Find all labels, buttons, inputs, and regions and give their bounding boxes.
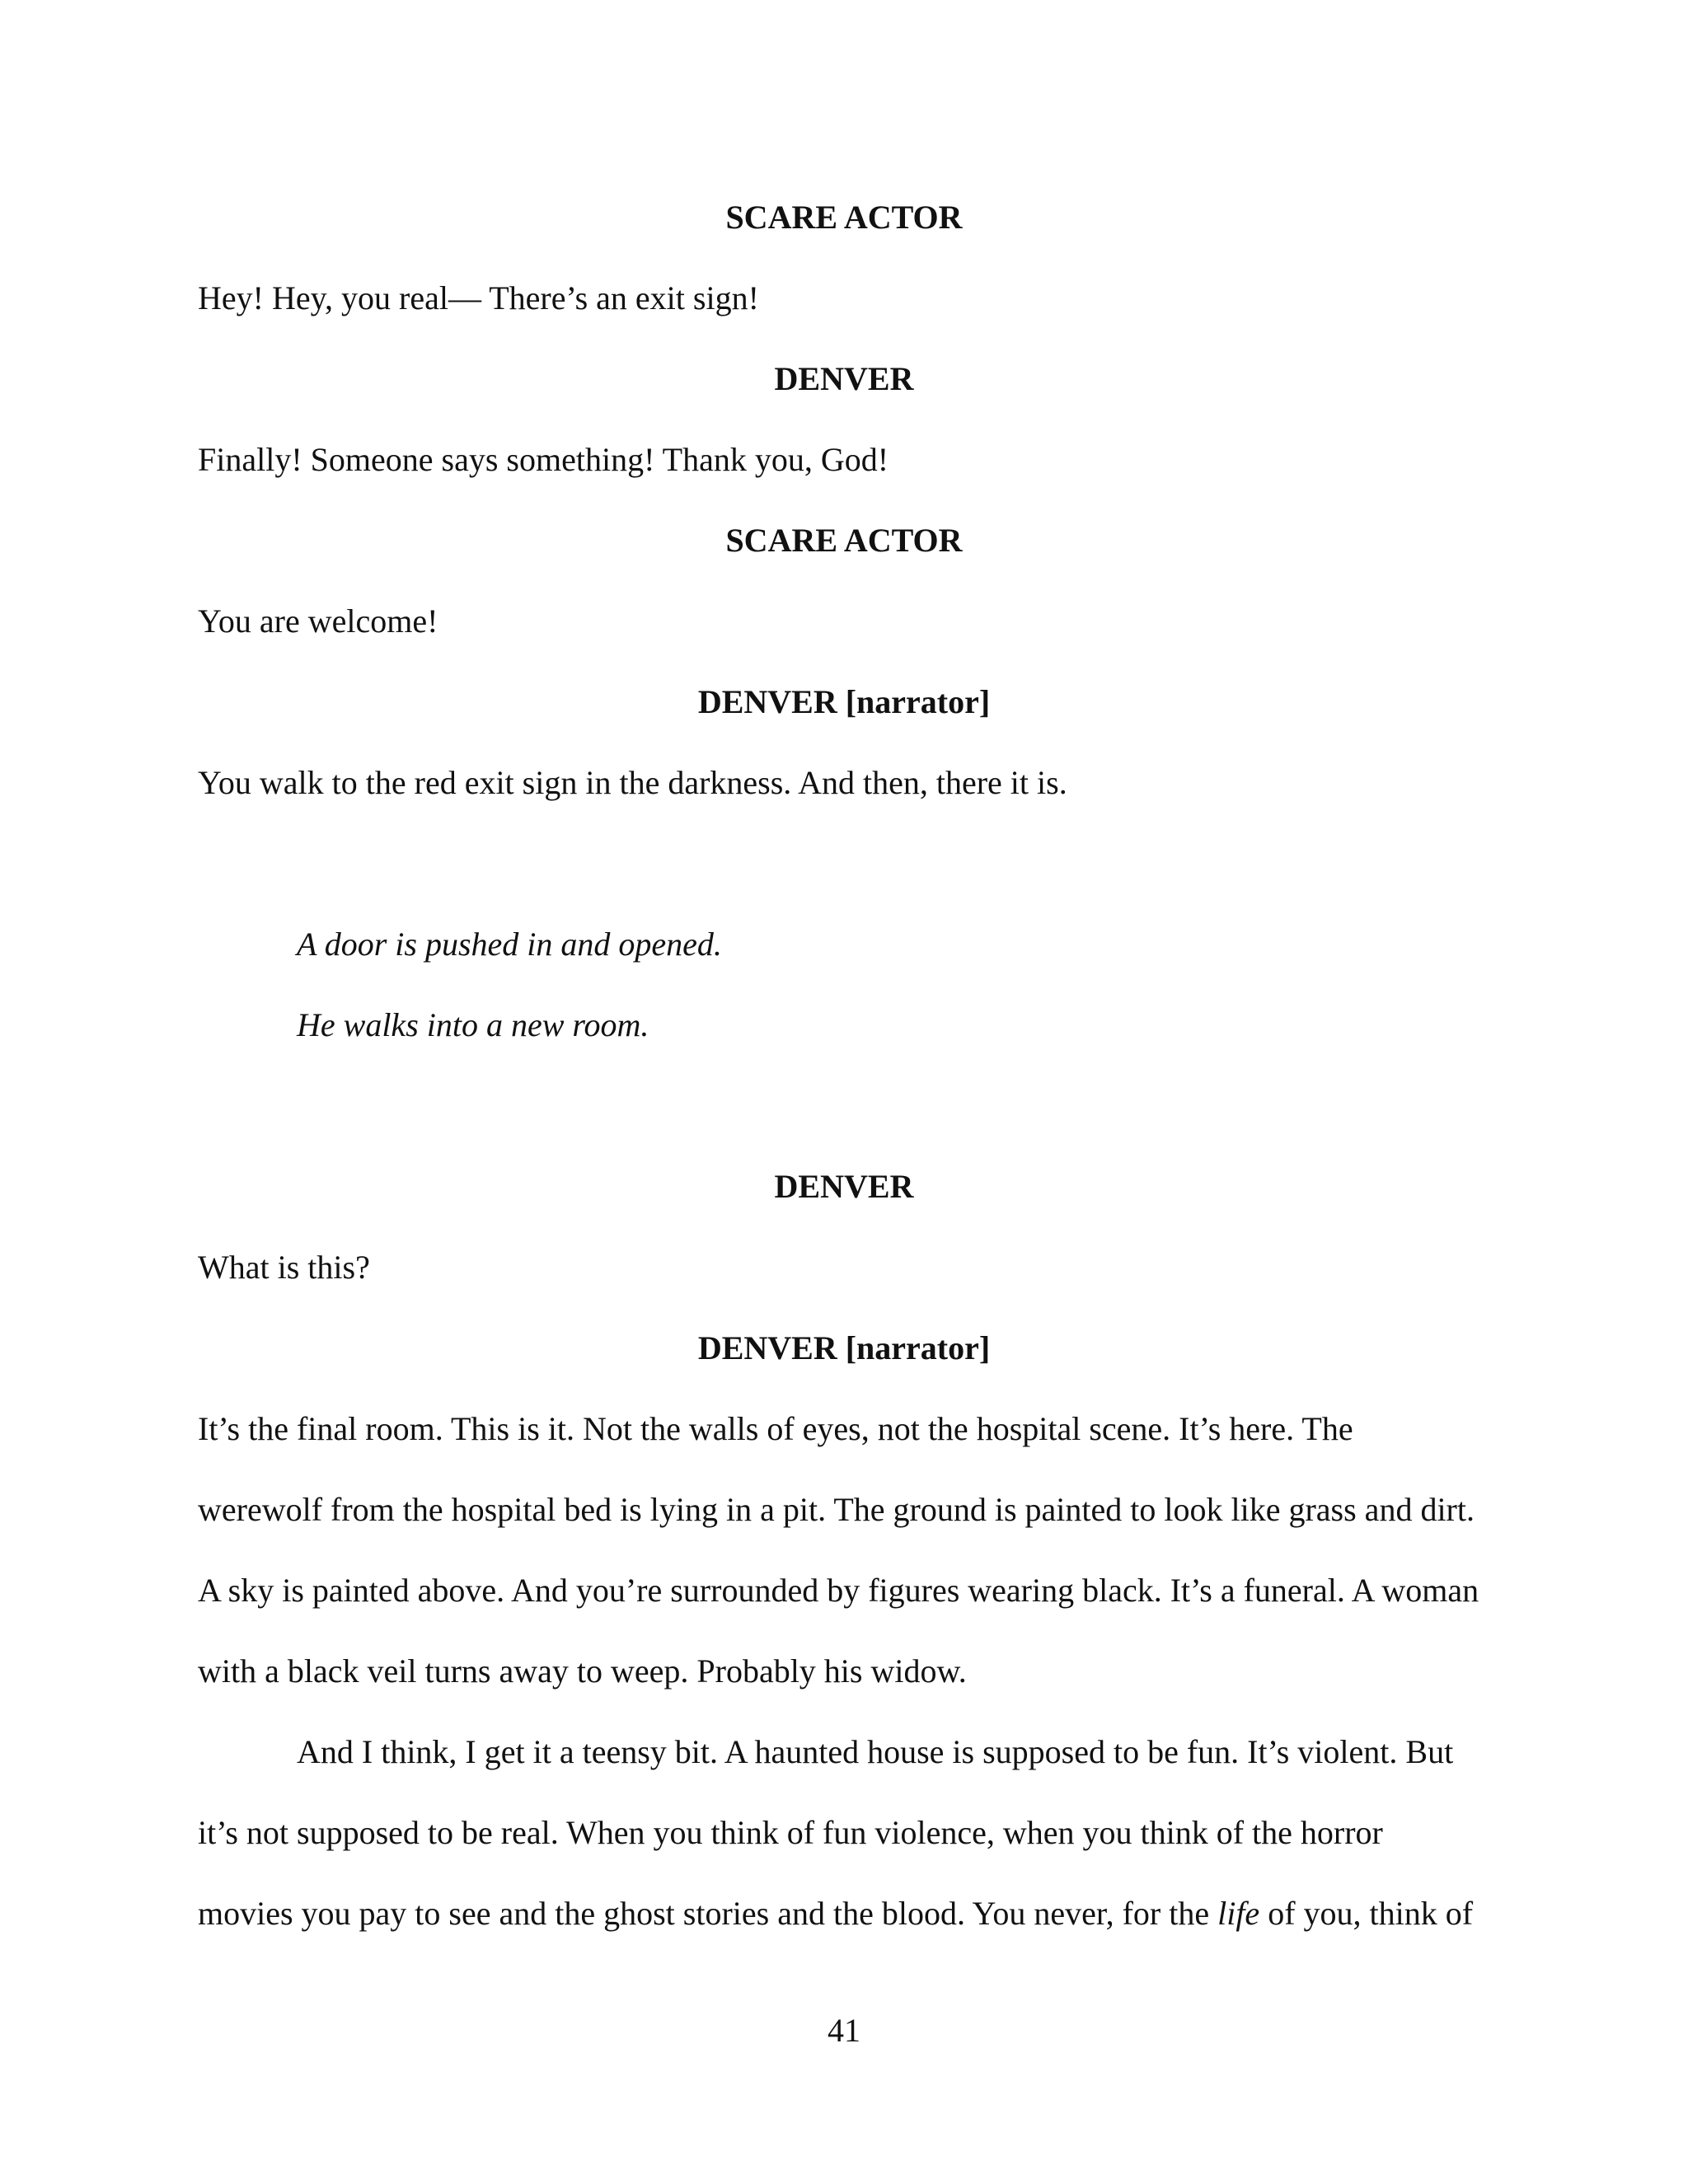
narration-text: of you, think of xyxy=(1259,1895,1474,1932)
narration-line: werewolf from the hospital bed is lying in a pit. The ground is painted to look like grass and dirt. xyxy=(198,1491,1475,1528)
dialogue-line: You walk to the red exit sign in the darkness. And then, there it is. xyxy=(198,764,1067,801)
page-number: 41 xyxy=(828,2012,860,2049)
speaker-name: SCARE ACTOR xyxy=(725,522,963,559)
speaker-name: DENVER xyxy=(774,360,914,397)
narration-line: It’s the final room. This is it. Not the walls of eyes, not the hospital scene. It’s here. The xyxy=(198,1410,1353,1447)
dialogue-line: What is this? xyxy=(198,1249,370,1286)
speaker-name: DENVER xyxy=(774,1168,914,1205)
speaker-name: DENVER [narrator] xyxy=(697,1329,991,1366)
narration-line: it’s not supposed to be real. When you think of fun violence, when you think of the horror xyxy=(198,1814,1383,1851)
stage-direction: He walks into a new room. xyxy=(297,1006,649,1043)
narration-line: A sky is painted above. And you’re surrounded by figures wearing black. It’s a funeral. A woman xyxy=(198,1572,1479,1609)
dialogue-line: You are welcome! xyxy=(198,602,438,640)
emphasized-word: life xyxy=(1217,1895,1260,1932)
speaker-name: DENVER [narrator] xyxy=(697,683,991,720)
speaker-name: SCARE ACTOR xyxy=(725,199,963,236)
narration-text: movies you pay to see and the ghost stories and the blood. You never, for the xyxy=(198,1895,1218,1932)
narration-line xyxy=(198,1894,1473,1933)
narration-line: with a black veil turns away to weep. Probably his widow. xyxy=(198,1652,967,1690)
narration-line: And I think, I get it a teensy bit. A haunted house is supposed to be fun. It’s violent. But xyxy=(297,1733,1454,1770)
stage-direction: A door is pushed in and opened. xyxy=(297,926,722,963)
dialogue-line: Finally! Someone says something! Thank you, God! xyxy=(198,441,889,478)
dialogue-line: Hey! Hey, you real— There’s an exit sign! xyxy=(198,279,759,316)
